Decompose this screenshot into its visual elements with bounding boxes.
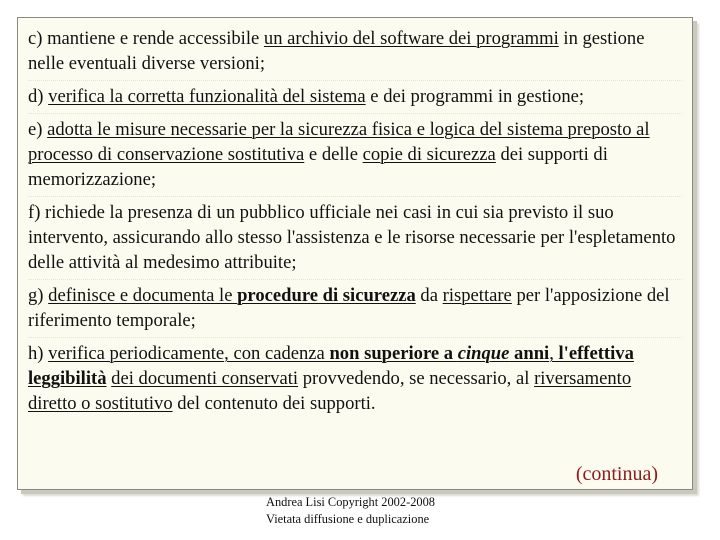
text-run: e dei programmi in gestione; [365, 86, 585, 107]
paragraph-c [28, 24, 682, 80]
bold-underlined-text: anni [509, 343, 550, 364]
text-run: e) [28, 119, 48, 140]
paragraph-g [28, 279, 682, 337]
text-run: da [415, 285, 443, 306]
underlined-text: riversamento diretto o sostitutivo [28, 368, 632, 414]
paragraph-d [28, 80, 682, 113]
text-run: per l'apposizione del riferimento temporale; [28, 285, 670, 331]
bold-underlined-text: non superiore a [329, 343, 458, 364]
text-run: g) [28, 285, 49, 306]
paragraph-h [28, 337, 682, 420]
text-run: dei supporti di memorizzazione; [28, 144, 608, 190]
footer-notice: Vietata diffusione e duplicazione [266, 512, 430, 526]
paragraph-e [28, 113, 682, 196]
underlined-text: , [549, 343, 559, 364]
bold-italic-underlined-text: cinque [457, 343, 510, 364]
footer-copyright: Andrea Lisi Copyright 2002-2008 [266, 495, 435, 509]
underlined-text: copie di sicurezza [362, 144, 496, 165]
paragraph-f [28, 196, 682, 279]
underlined-text: verifica periodicamente, con cadenza [48, 343, 330, 364]
underlined-text: verifica la corretta funzionalità del sistema [48, 86, 366, 107]
text-run: c) mantiene e rende accessibile [28, 28, 264, 49]
bold-underlined-text: procedure di sicurezza [237, 285, 416, 306]
text-run: provvedendo, se necessario, al [298, 368, 535, 389]
underlined-text: definisce e documenta le [48, 285, 238, 306]
bold-underlined-text: l'effettiva leggibilità [28, 343, 634, 389]
underlined-text: rispettare [442, 285, 512, 306]
text-run: d) [28, 86, 49, 107]
slide-content [17, 17, 693, 490]
text-run: del contenuto dei supporti. [172, 393, 376, 414]
footer [266, 494, 466, 528]
text-run: in gestione nelle eventuali diverse versioni; [28, 28, 645, 74]
underlined-text: adotta le misure necessarie per la sicurezza fisica e logica del sistema preposto al processo di conservazione sostitutiva [28, 119, 650, 165]
text-run: e delle [304, 144, 363, 165]
underlined-text: un archivio del software dei programmi [263, 28, 559, 49]
continue-label: (continua) [575, 463, 658, 485]
text-run: f) richiede la presenza di un pubblico ufficiale nei casi in cui sia previsto il suo intervento, assicurando allo stesso l'assistenza e le risorse necessarie per l'espletamento delle attività al medesimo attribuite; [28, 202, 676, 273]
text-run: h) [28, 343, 49, 364]
underlined-text: dei documenti conservati [111, 368, 299, 389]
